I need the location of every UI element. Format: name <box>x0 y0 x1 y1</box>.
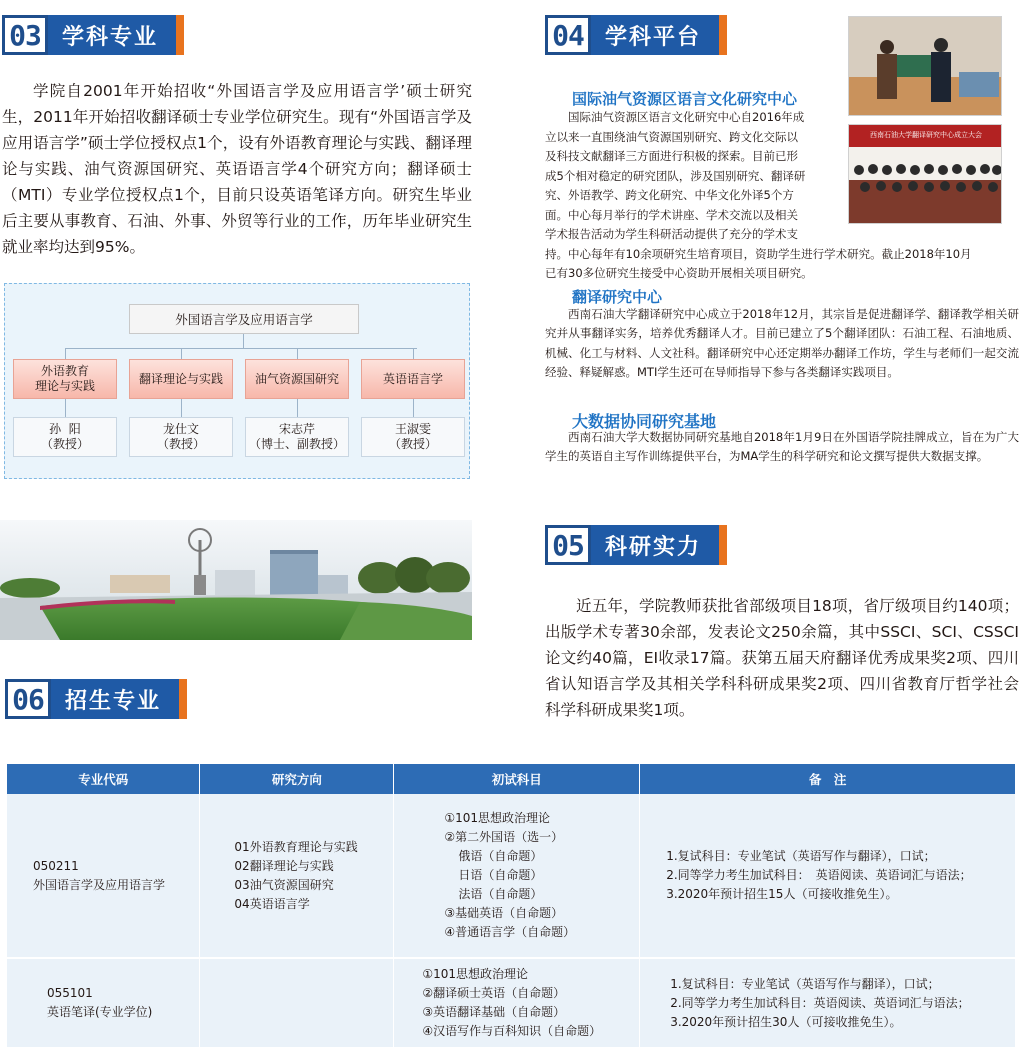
org-person-node <box>245 417 349 457</box>
org-direction-node <box>361 359 465 399</box>
platform-1-title: 国际油气资源区语言文化研究中心 <box>572 90 798 108</box>
direction-label: 油气资源国研究 <box>254 371 339 386</box>
subject-item: 日语（自命题） <box>458 868 543 882</box>
section-title: 学科平台 <box>591 15 719 55</box>
direction-item: 01外语教育理论与实践 <box>234 839 358 854</box>
program-name: 外国语言学及应用语言学 <box>33 877 166 892</box>
header-cell: 专业代码 <box>7 764 200 794</box>
directions-cell <box>200 958 394 1048</box>
org-connector <box>297 348 298 359</box>
note-item: 1.复试科目：专业笔试（英语写作与翻译），口试； <box>666 849 936 863</box>
text-line: 及科技文献翻译三方面进行积极的探索。目前已形 <box>545 149 798 163</box>
platform-1-text <box>545 108 972 284</box>
note-item: 2.同等学力考生加试科目： 英语阅读、英语词汇与语法； <box>666 868 972 882</box>
section-03-header <box>2 15 184 55</box>
text-line: 已有30多位研究生接受中心资助开展相关项目研究。 <box>545 266 813 280</box>
note-item: 3.2020年预计招生15人（可接收推免生）。 <box>666 887 898 901</box>
subject-item: ④普通语言学（自命题） <box>444 925 576 939</box>
direction-item: 02翻译理论与实践 <box>234 858 334 873</box>
table-row <box>7 958 1016 1048</box>
org-person-node <box>13 417 117 457</box>
table-row <box>7 794 1016 958</box>
subject-item: ①101思想政治理论 <box>422 967 528 981</box>
direction-label-line1: 外语教育 <box>40 364 89 378</box>
org-connector <box>65 348 66 359</box>
subject-item: ③英语翻译基础（自命题） <box>422 1005 566 1019</box>
section-number: 06 <box>5 679 51 719</box>
org-person-node <box>361 417 465 457</box>
subject-item: ④汉语写作与百科知识（自命题） <box>422 1024 602 1038</box>
section-number: 05 <box>545 525 591 565</box>
section-accent <box>719 525 727 565</box>
section-title: 科研实力 <box>591 525 719 565</box>
org-person-node <box>129 417 233 457</box>
org-connector <box>413 399 414 417</box>
direction-label: 翻译理论与实践 <box>138 371 223 386</box>
org-direction-node <box>13 359 117 399</box>
text-line: 国际油气资源区语言文化研究中心自2016年成 <box>568 110 805 124</box>
platform-3-title: 大数据协同研究基地 <box>572 412 717 431</box>
person-name: 龙仕文 <box>162 422 199 436</box>
person-name: 王淑雯 <box>394 422 431 436</box>
campus-photo <box>0 520 472 640</box>
org-direction-node <box>245 359 349 399</box>
subject-item: 法语（自命题） <box>458 887 543 901</box>
text-line: 成5个相对稳定的研究团队，涉及国别研究、翻译研 <box>545 168 806 183</box>
section-06-header <box>5 679 187 719</box>
subject-item: ③基础英语（自命题） <box>444 906 564 920</box>
direction-label-line2: 理论与实践 <box>34 379 95 393</box>
org-connector <box>181 399 182 417</box>
header-cell: 研究方向 <box>200 764 394 794</box>
section-05-header <box>545 525 727 565</box>
subject-item: 俄语（自命题） <box>458 849 543 863</box>
platform-2-text: 西南石油大学翻译研究中心成立于2018年12月，其宗旨是促进翻译学、翻译教学相关研究并从事翻译实务，培养优秀翻译人才。目前已建立了5个翻译团队：石油工程、石油地质、机械、化工与材料、人文社科。翻译研究中心还定期举办翻译工作坊，学生与老师们一起交流经验、释疑解惑。MTI学生还可在导师指导下参与各类翻译实践项目。 <box>545 307 1019 380</box>
org-connector <box>65 399 66 417</box>
person-name: 宋志芹 <box>278 422 315 436</box>
section-number: 03 <box>2 15 48 55</box>
ceremony-photo-1 <box>848 16 1002 116</box>
text-line: 持。中心每年有10余项研究生培育项目，资助学生进行学术研究。截止2018年10月 <box>545 246 972 261</box>
section-03-paragraph: 学院自2001年开始招收“外国语言学及应用语言学’硕士研究生，2011年开始招收翻译硕士专业学位研究生。现有“外国语言学及应用语言学”硕士学位授权点1个，设有外语教育理论与实践、翻译理论与实践、油气资源国研究、英语语言学4个研究方向；翻译硕士（MTI）专业学位授权点1个，目前只设英语笔译方向。研究生毕业后主要从事教育、石油、外事、外贸等行业的工作，历年毕业研究生就业率均达到95%。 <box>2 82 472 256</box>
photo-banner-text: 西南石油大学翻译研究中心成立大会 <box>870 131 982 139</box>
text-line: 面。中心每月举行的学术讲座、学术交流以及相关 <box>545 207 798 222</box>
code-cell <box>7 958 200 1048</box>
code-cell <box>7 794 200 958</box>
direction-item: 04英语语言学 <box>234 896 310 911</box>
campus-illustration <box>0 520 472 640</box>
header-cell: 初试科目 <box>394 764 640 794</box>
section-05-paragraph: 近五年，学院教师获批省部级项目18项，省厅级项目约140项；出版学术专著30余部，发表论文250余篇，其中SSCI、SCI、CSSCI论文约40篇，EI收录17篇。获第五届天府翻译优秀成果奖2项、四川省认知语言学及其相关学科科研成果奖2项、四川省教育厅哲学社会科学科研成果奖1项。 <box>545 597 1019 719</box>
platform-2-title: 翻译研究中心 <box>572 288 663 306</box>
section-accent <box>176 15 184 55</box>
subject-item: ②第二外国语（选一） <box>444 830 564 844</box>
section-accent <box>719 15 727 55</box>
section-title: 招生专业 <box>51 679 179 719</box>
direction-item: 03油气资源国研究 <box>234 877 334 892</box>
direction-label: 英语语言学 <box>382 371 443 386</box>
org-connector <box>413 348 414 359</box>
directions-cell <box>200 794 394 958</box>
person-name: 孙 阳 <box>49 422 81 436</box>
subjects-cell <box>394 794 640 958</box>
program-code: 050211 <box>33 858 79 873</box>
text-line: 究、外语教学、跨文化研究、中华文化外译5个方 <box>545 188 794 202</box>
notes-cell <box>640 958 1016 1048</box>
notes-cell <box>640 794 1016 958</box>
program-name: 英语笔译(专业学位) <box>47 1005 153 1019</box>
subject-item: ①101思想政治理论 <box>444 811 550 825</box>
org-connector <box>65 348 417 349</box>
note-item: 3.2020年预计招生30人（可接收推免生）。 <box>670 1014 902 1029</box>
program-code: 055101 <box>47 986 93 1000</box>
section-title: 学科专业 <box>48 15 176 55</box>
org-connector <box>297 399 298 417</box>
text-line: 学术报告活动为学生科研活动提供了充分的学术支 <box>545 227 798 241</box>
org-connector <box>243 334 244 348</box>
org-root-node: 外国语言学及应用语言学 <box>129 304 359 334</box>
text-line: 立以来一直围绕油气资源国别研究、跨文化交际以 <box>545 129 798 144</box>
org-chart <box>4 283 470 479</box>
person-title: （教授） <box>40 437 89 451</box>
section-number: 04 <box>545 15 591 55</box>
org-connector <box>181 348 182 359</box>
person-title: （教授） <box>388 437 437 451</box>
subject-item: ②翻译硕士英语（自命题） <box>422 986 566 1000</box>
section-accent <box>179 679 187 719</box>
person-title: （博士、副教授） <box>248 437 345 451</box>
note-item: 1.复试科目：专业笔试（英语写作与翻译），口试； <box>670 976 940 991</box>
person-title: （教授） <box>156 437 205 451</box>
note-item: 2.同等学力考生加试科目：英语阅读、英语词汇与语法； <box>670 995 970 1010</box>
admissions-table <box>7 764 1016 1049</box>
header-cell: 备 注 <box>640 764 1016 794</box>
table-header-row <box>7 764 1016 794</box>
org-direction-node <box>129 359 233 399</box>
section-04-header <box>545 15 727 55</box>
platform-3-text: 西南石油大学大数据协同研究基地自2018年1月9日在外国语学院挂牌成立，旨在为广大学生的英语自主写作训练提供平台，为MA学生的科学研究和论文撰写提供大数据支撑。 <box>545 430 1019 464</box>
subjects-cell <box>394 958 640 1048</box>
